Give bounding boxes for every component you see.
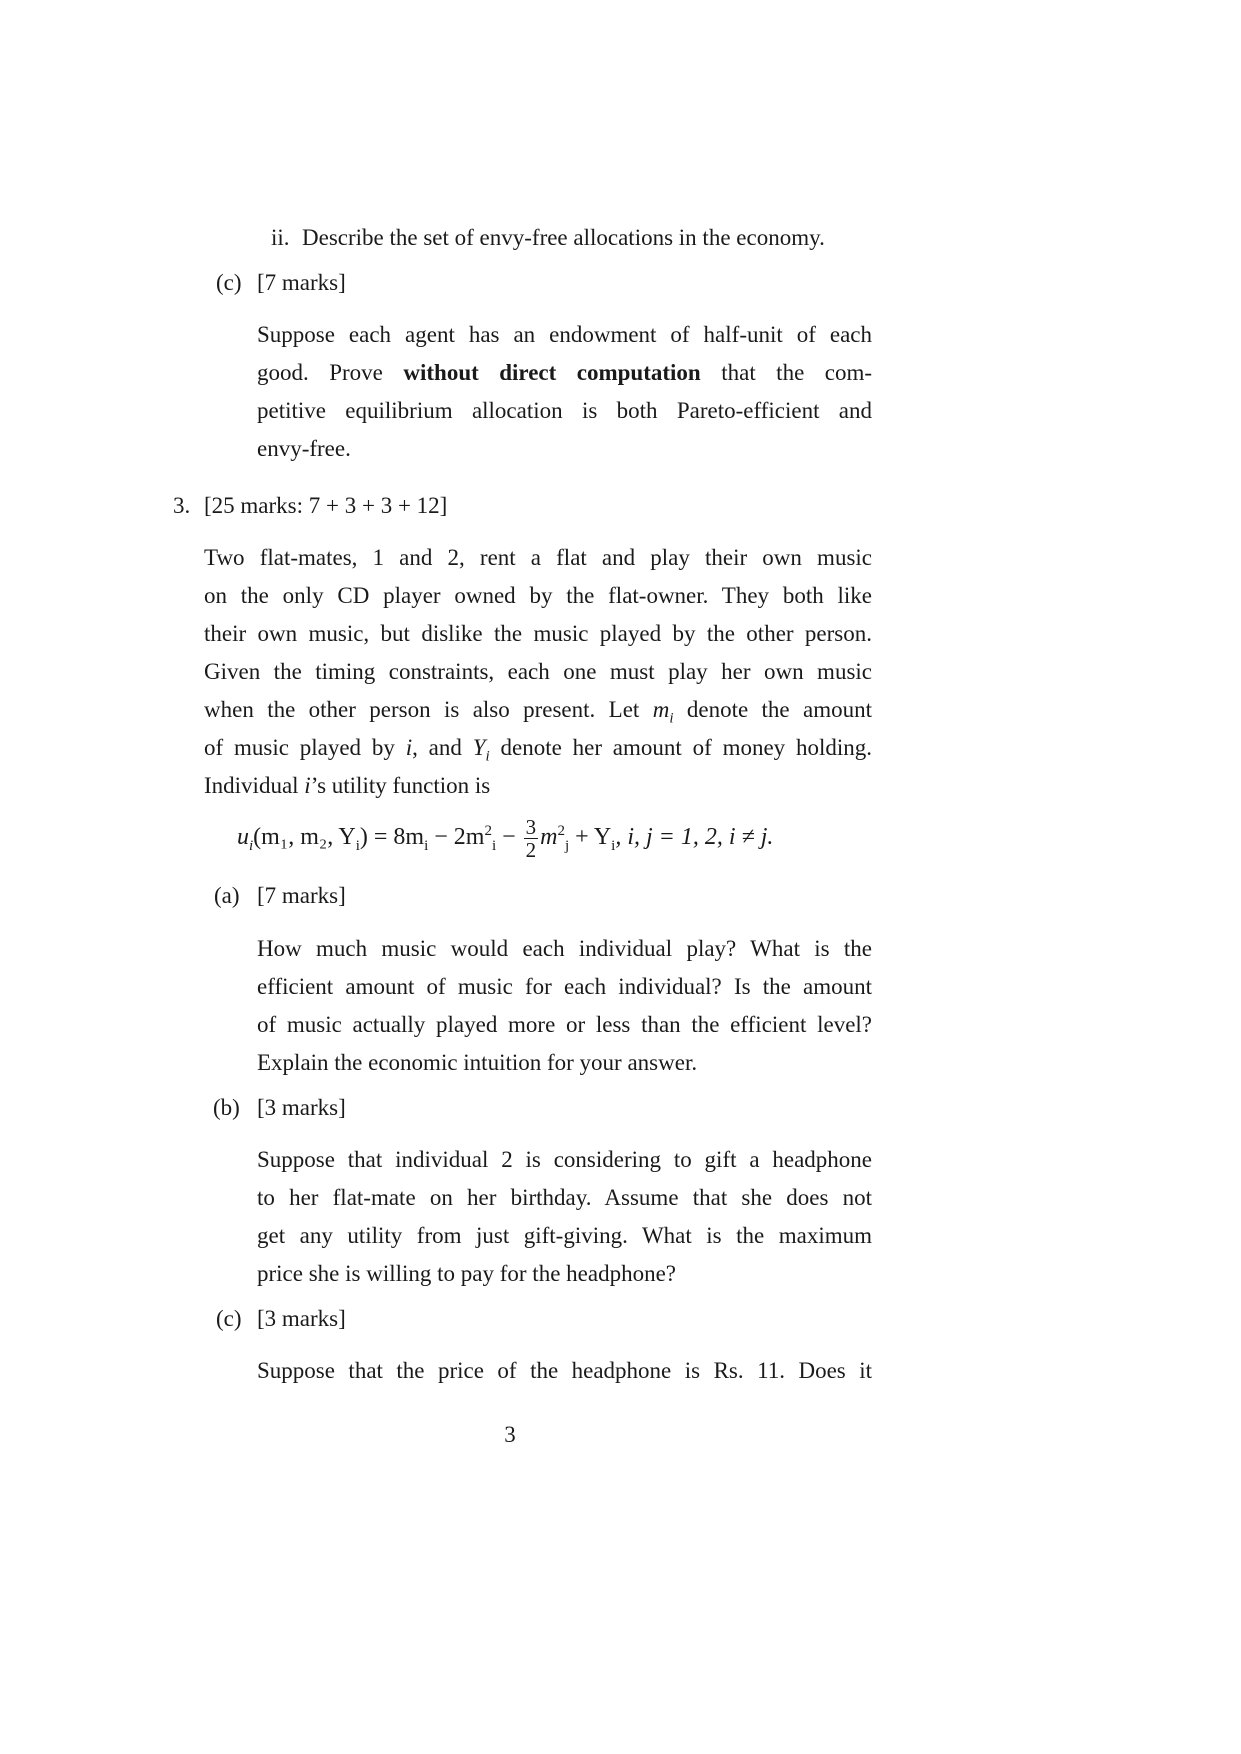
text-line: Two flat-mates, 1 and 2, rent a flat and play their own music (204, 545, 872, 570)
fraction: $\frac{3}{2}$ (525, 815, 537, 862)
part-marks: [3 marks] (257, 1095, 346, 1120)
question-number: 3. (173, 493, 191, 518)
text-line: petitive equilibrium allocation is both Pareto-efficient and (257, 398, 872, 423)
part-label: (a) (214, 883, 240, 908)
part-b-body (257, 1141, 872, 1293)
text-line: efficient amount of music for each individual? Is the amount (257, 974, 872, 999)
text-line: of music played by i, and $Y_i$ denote her amount of money holding. (204, 735, 873, 765)
question-marks: [25 marks: 7 + 3 + 3 + 12] (204, 493, 448, 518)
text-line: get any utility from just gift-giving. What is the maximum (257, 1223, 872, 1248)
part-marks: [3 marks] (257, 1306, 346, 1331)
part-marks: [7 marks] (257, 270, 346, 295)
text-line: their own music, but dislike the music played by the other person. (204, 621, 872, 646)
part-label: (b) (213, 1095, 240, 1120)
text-line: Suppose each agent has an endowment of half-unit of each (257, 322, 872, 347)
text-line: How much music would each individual play? What is the (257, 936, 872, 961)
subitem-number: ii. (271, 225, 290, 250)
text-line: when the other person is also present. Let $m_i$ denote the amount (204, 697, 872, 727)
text-line: price she is willing to pay for the headphone? (257, 1261, 676, 1286)
question-3-body (204, 539, 872, 805)
text-line: envy-free. (257, 436, 351, 461)
text-line: Given the timing constraints, each one must play her own music (204, 659, 872, 684)
bold-phrase: without direct computation (403, 360, 701, 385)
part-a-body (257, 930, 872, 1082)
part-c2-body (257, 1352, 872, 1390)
text-line: good. Prove without direct computation that the com- (257, 360, 873, 385)
text-line: of music actually played more or less than the efficient level? (257, 1012, 872, 1037)
part-label: (c) (216, 1306, 242, 1331)
text-line: Explain the economic intuition for your answer. (257, 1050, 698, 1075)
subitem-text: Describe the set of envy-free allocations in the economy. (302, 225, 825, 250)
text-line: Suppose that the price of the headphone is Rs. 11. Does it (257, 1358, 872, 1383)
text-line: Individual i’s utility function is (204, 773, 491, 798)
text-line: to her flat-mate on her birthday. Assume that she does not (257, 1185, 872, 1210)
page-number: 3 (504, 1422, 516, 1447)
text-line: Suppose that individual 2 is considering to gift a headphone (257, 1147, 872, 1172)
text-line: on the only CD player owned by the flat-owner. They both like (204, 583, 872, 608)
utility-equation: $u_i(m_1$, m₂, $Y_i) = 8m_i - 2m^2_i$ − $\frac{3}{2}$ $m^2_j + Y_i$, i, j = 1, 2, i ≠ j. (237, 815, 774, 862)
part-marks: [7 marks] (257, 883, 346, 908)
part-c1-body (257, 316, 872, 468)
part-label: (c) (216, 270, 242, 295)
